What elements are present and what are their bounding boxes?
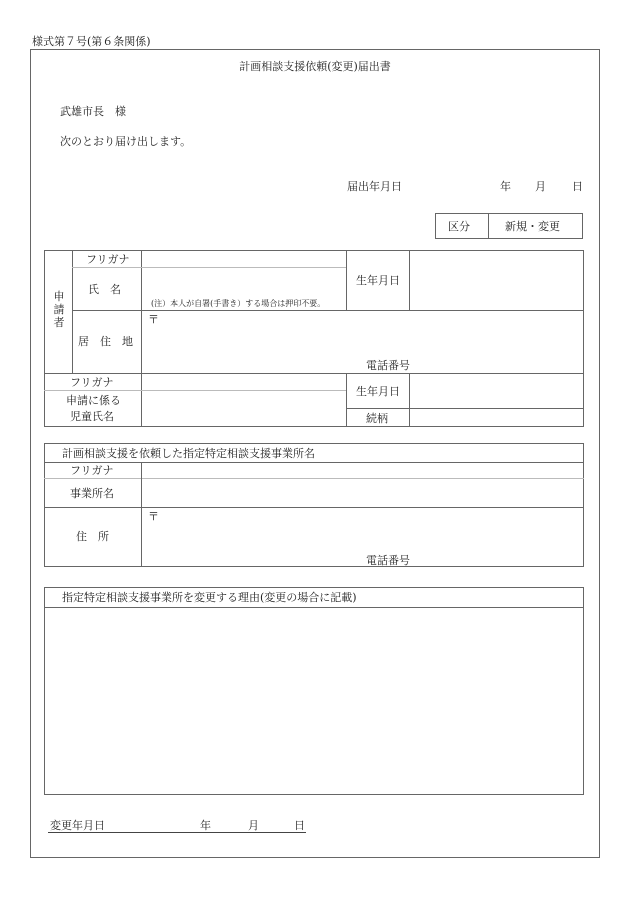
child-relationship-label: 続柄 xyxy=(366,412,388,425)
change-day-unit: 日 xyxy=(294,819,305,832)
office-furigana-field[interactable] xyxy=(143,463,583,477)
office-postal-mark: 〒 xyxy=(148,510,159,523)
reason-field[interactable] xyxy=(46,609,582,793)
submission-year-unit: 年 xyxy=(500,180,511,193)
child-birth-field[interactable] xyxy=(411,374,583,407)
child-furigana-field[interactable] xyxy=(143,374,345,389)
submission-date-label: 届出年月日 xyxy=(347,180,402,193)
applicant-name-label: 氏 名 xyxy=(88,283,121,296)
applicant-phone-label: 電話番号 xyxy=(366,359,410,372)
applicant-address-label: 居 住 地 xyxy=(78,335,133,348)
change-date-label: 変更年月日 xyxy=(50,819,105,832)
submission-month-unit: 月 xyxy=(535,180,546,193)
applicant-birth-field[interactable] xyxy=(411,251,583,309)
reason-header: 指定特定相談支援事業所を変更する理由(変更の場合に記載) xyxy=(62,591,357,604)
intro-text: 次のとおり届け出します。 xyxy=(60,135,192,148)
applicant-furigana-label: フリガナ xyxy=(86,253,130,266)
office-phone-label: 電話番号 xyxy=(366,554,410,567)
change-date-underline xyxy=(48,832,306,833)
child-name-label-2: 児童氏名 xyxy=(70,410,114,423)
applicant-furigana-field[interactable] xyxy=(143,251,345,266)
office-address-field[interactable] xyxy=(143,509,583,566)
applicant-postal-mark: 〒 xyxy=(148,313,159,326)
child-name-field[interactable] xyxy=(143,391,345,426)
child-relationship-field[interactable] xyxy=(411,409,583,426)
change-year-unit: 年 xyxy=(200,819,211,832)
category-value: 新規・変更 xyxy=(505,220,560,233)
seal-note: (注）本人が自署(手書き）する場合は押印不要。 xyxy=(151,299,326,308)
change-month-unit: 月 xyxy=(248,819,259,832)
office-name-label: 事業所名 xyxy=(70,487,114,500)
submission-day-unit: 日 xyxy=(572,180,583,193)
office-header: 計画相談支援を依頼した指定特定相談支援事業所名 xyxy=(62,447,315,460)
child-name-label-1: 申請に係る xyxy=(66,394,121,407)
office-name-field[interactable] xyxy=(143,479,583,506)
office-furigana-label: フリガナ xyxy=(70,464,114,477)
office-address-label: 住 所 xyxy=(76,530,109,543)
child-furigana-label: フリガナ xyxy=(70,376,114,389)
applicant-birth-label: 生年月日 xyxy=(356,274,400,287)
addressee: 武雄市長 様 xyxy=(60,105,126,118)
child-birth-label: 生年月日 xyxy=(356,385,400,398)
applicant-section-label: 申請者 xyxy=(53,290,65,329)
applicant-address-field[interactable] xyxy=(143,312,583,372)
category-label: 区分 xyxy=(448,220,470,233)
form-title: 計画相談支援依頼(変更)届出書 xyxy=(239,60,391,73)
form-number: 様式第７号(第６条関係) xyxy=(32,35,151,48)
